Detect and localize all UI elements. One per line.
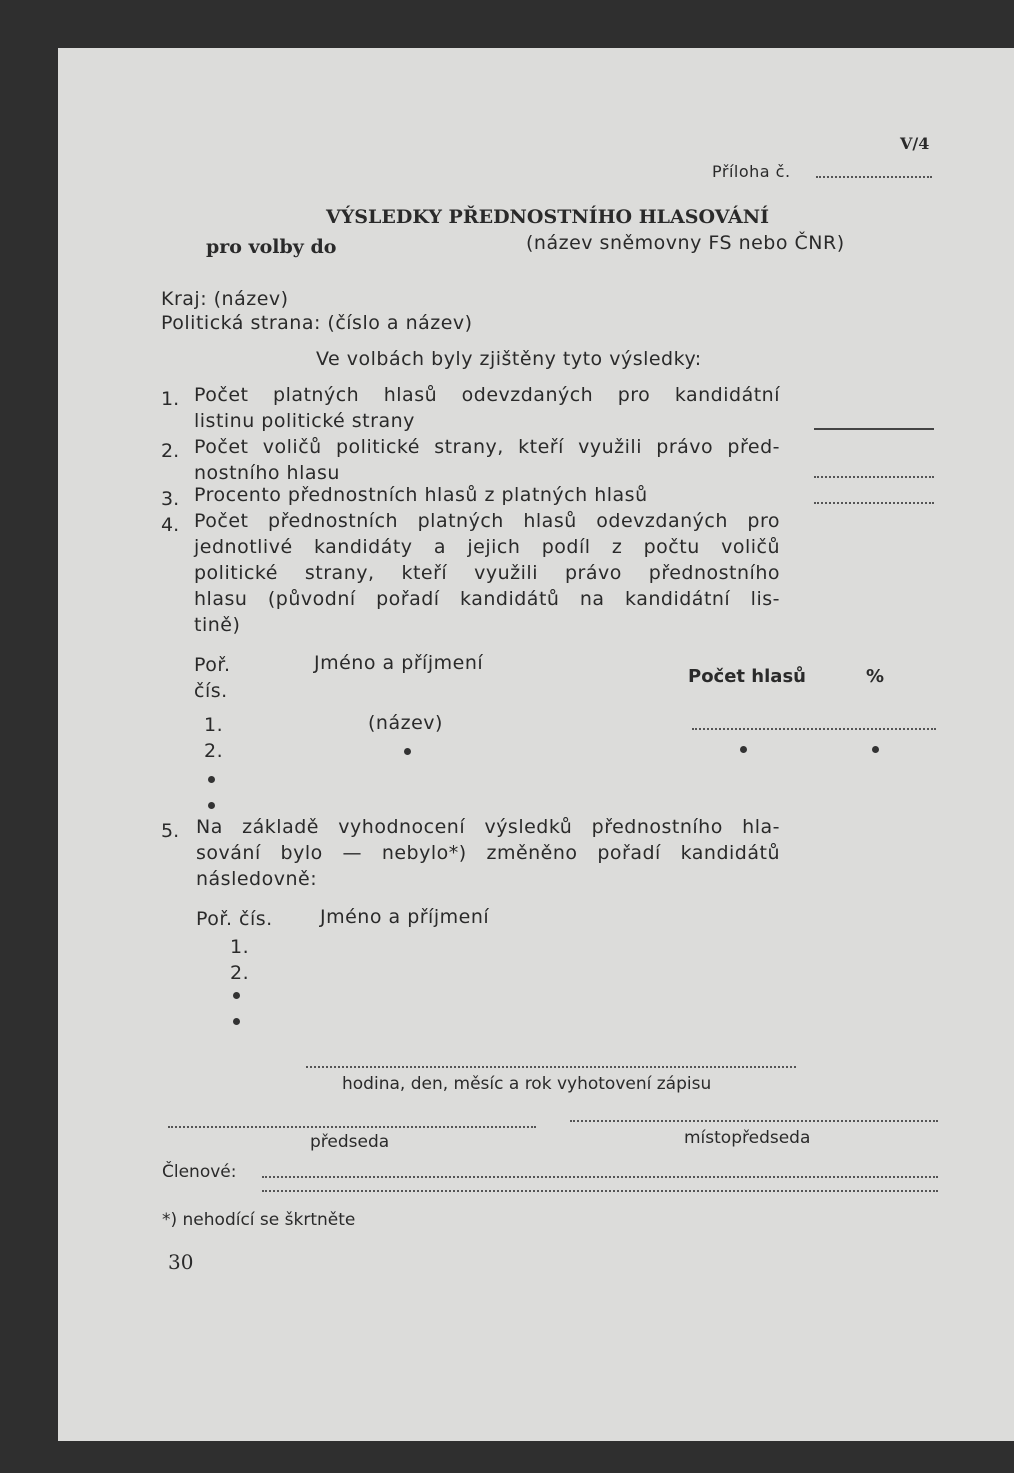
column-order: Poř. čís.	[196, 908, 273, 930]
item-number: 4.	[161, 514, 180, 536]
table-row-number: 1.	[230, 936, 250, 958]
answer-line	[814, 476, 934, 478]
item-text: Počet platných hlasů odevzdaných pro kandidátní	[194, 384, 780, 406]
bullet-icon	[404, 748, 411, 755]
item-number: 3.	[161, 488, 180, 510]
datetime-label: hodina, den, měsíc a rok vyhotovení zápisu	[342, 1074, 712, 1094]
item-number: 5.	[161, 820, 180, 842]
item-text: listinu politické strany	[194, 410, 415, 432]
chamber-hint: (název sněmovny FS nebo ČNR)	[526, 232, 845, 254]
bullet-icon	[233, 992, 240, 999]
item-text: Na základě vyhodnocení výsledků přednostního hla-	[196, 816, 780, 838]
item-text: tině)	[194, 614, 241, 636]
bullet-icon	[233, 1018, 240, 1025]
item-text: Procento přednostních hlasů z platných hlasů	[194, 484, 648, 506]
elections-label: pro volby do	[206, 236, 337, 258]
chair-label: předseda	[310, 1132, 390, 1152]
column-votes: Počet hlasů	[688, 666, 806, 687]
vice-chair-line	[570, 1120, 938, 1122]
table-row-number: 2.	[230, 962, 250, 984]
table-row-number: 2.	[204, 740, 224, 762]
item-text: hlasu (původní pořadí kandidátů na kandidátní lis-	[194, 588, 780, 610]
item-text: jednotlivé kandidáty a jejich podíl z počtu voličů	[194, 536, 780, 558]
table-row-line	[692, 728, 936, 730]
answer-line	[814, 428, 934, 430]
item-number: 2.	[161, 440, 180, 462]
column-name: Jméno a příjmení	[314, 652, 484, 674]
datetime-line	[306, 1066, 796, 1068]
bullet-icon	[872, 746, 879, 753]
answer-line	[814, 502, 934, 504]
bullet-icon	[740, 746, 747, 753]
region-field: Kraj: (název)	[161, 288, 289, 310]
results-intro: Ve volbách byly zjištěny tyto výsledky:	[316, 348, 702, 370]
column-name: Jméno a příjmení	[320, 906, 490, 928]
bullet-icon	[208, 802, 215, 809]
item-text: nostního hlasu	[194, 462, 340, 484]
item-text: Počet voličů politické strany, kteří využili právo před-	[194, 436, 780, 458]
table-row-name: (název)	[368, 712, 443, 734]
bullet-icon	[208, 776, 215, 783]
page-number: 30	[168, 1250, 194, 1274]
attachment-label: Příloha č.	[712, 162, 791, 181]
attachment-number-line	[816, 176, 932, 178]
item-text: následovně:	[196, 868, 318, 890]
footnote: *) nehodící se škrtněte	[162, 1210, 356, 1230]
vice-chair-label: místopředseda	[684, 1128, 811, 1148]
item-text: Počet přednostních platných hlasů odevzdaných pro	[194, 510, 780, 532]
table-row-number: 1.	[204, 714, 224, 736]
document-title: VÝSLEDKY PŘEDNOSTNÍHO HLASOVÁNÍ	[326, 206, 769, 228]
item-text: politické strany, kteří využili právo přednostního	[194, 562, 780, 584]
form-code: V/4	[900, 134, 930, 153]
members-line	[262, 1190, 938, 1192]
item-number: 1.	[161, 388, 180, 410]
document-page	[58, 48, 1014, 1441]
item-text: sování bylo — nebylo*) změněno pořadí kandidátů	[196, 842, 780, 864]
column-order: Poř.	[194, 654, 231, 676]
members-line	[262, 1176, 938, 1178]
column-percent: %	[866, 666, 885, 687]
column-order-2: čís.	[194, 680, 228, 702]
party-field: Politická strana: (číslo a název)	[161, 312, 473, 334]
chair-line	[168, 1126, 536, 1128]
members-label: Členové:	[162, 1162, 237, 1182]
